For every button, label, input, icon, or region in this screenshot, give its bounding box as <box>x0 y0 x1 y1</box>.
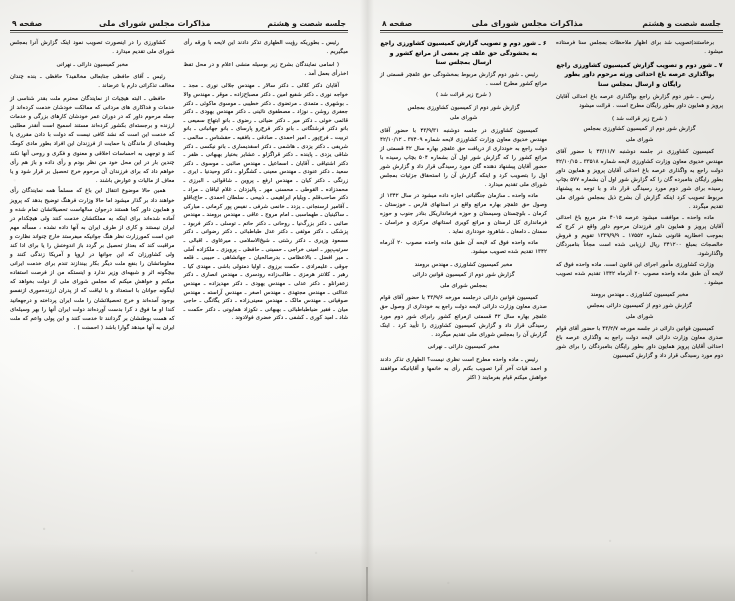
paragraph-article-single: ماده واحده ـ سازمان جنگلبانی اجازه داده میشود در سال ۱۳۴۲ از وصول حق علفچر بهاره مراتع واقع در استانهای فارس ـ خوزستان ـ کرمان ـ بلوچستان وسیستان و حوزه فرمانداریکل بنادر جنوب و حوزه فرمانداری کل لرستان و مراتع کویری استانهای مرکزی و خراسان ـ سمنان ـ دامغان ـ شاهرود خودداری نماید . <box>380 192 547 236</box>
column-right-left-page <box>10 39 175 334</box>
header-rule <box>380 30 723 31</box>
report-title-line-2: شورای ملی <box>625 313 654 320</box>
paragraph-speaker: رئیس ـ ماده واحده مطرح است نظری نیست؟ الطهاری تذکر دادند و احمد قیات آخر آنرا تصویب بکنم رأی به خانمها و آقایانیکه موافقند خواهش میکنم قیام بفرمایند ( اکثر <box>380 356 547 382</box>
paragraph-continuation: برخاستند)تصویب شد برای اظهار ملاحظات بمجلس سنا فرستاده میشود . <box>556 40 723 56</box>
header-publication-title: مذاکرات مجلس شورای ملی <box>99 18 211 28</box>
header-page-number: صفحه ۹ <box>12 19 43 28</box>
paragraph-report-body: کمیسیون قوانین دارائی درجلسه مورخه ۴۳/۹/۶ با حضور آقای قوام صدری معاون وزارت دارائی لایحه دولت راجع به خودداری از وصول حق علفچر بهاره سال ۴۲ قسمتی ازمراتع کشور رابرای شور دوم مورد رسیدگی قرار داد و گزارش کمیسیون کشاورزی را تأیید کرد . اینک گزارش آن را بمجلس شورای ملی تقدیم میگردد . <box>380 295 548 338</box>
paragraph-name-roll: آقایان دکتر کلالی ـ دکتر سالار ـ مهندس جلالی نوری ـ مجد ـ خواجه نوری ـ دکتر شفیع امین ـ دکتر مصباح‌زاده ـ موقر ـ مهندس والا ـ بوشهری ـ متمدی ـ مرتضوی ـ دکتر خطیبی ـ موسوی ماکوئی ـ دکتر جعفری روشن ـ نوزاد ـ مصطفوی نائینی ـ دکتر مهندس یهودی ـ دکتر قائمی خوئی ـ دکتر میر ـ دکتر ضیائی ـ رضوی ـ بانو ابتهاج سمیعی ـ بانو دکتر فرشتگانی ـ بانو دکتر فرخ‌رو پارسای ـ بانو جهانبانی ـ بانو تربیت ـ فرج‌پور ـ امیر احمدی ـ صادقی ـ بافقیه ـ حقشناس ـ سالمی ـ شریفی ـ دکتر یزدی ـ هاشمی ـ دکتر اسقدیساری ـ بانو نیکسی ـ دکتر شاقی یزدی ـ پاینده ـ دکتر قراگزلو ـ عشایر بختیار بهبهانی ـ ظفر ـ دکتر اشتیاقی ـ آقایان ـ اسماعیل ـ مهندس صائبی ـ موسوی ـ دکتر سعید ـ دکتر عنودی ـ مهندس معینی ـ کشگرلو ـ دکتر وحیدنیا ـ ایری ـ زرنگی ـ دکتر کیان ـ مهندس ارفع ـ پروین ـ شاقوائی ـ البرزی ـ محمدزاده ـ القوطی ـ محسنی مهر ـ پالیزدان ـ غلام لیاقان ـ مراد ـ دکتر صاحب‌قلم ـ ویلیام ابراهیمی ـ ذبیحی ـ سلطان احمدی ـ حاج‌باقلو ـ آقامیر ارسنجانی ـ یزدد ـ خانمی شرفی ـ نفیس پور کرمانی ـ مبارکی ـ ساکینیان ـ طهماسبی ـ امام مروج ـ عاقی ـ مهندس برومند ـ مهندس صائبی ـ دکتر بزرگ‌نیا ـ روحانی ـ دکتر حاتم ـ توسلی ـ دکتر فربود ـ پزشکی ـ دکتر موثقی ـ دکتر عدل طباطبائی ـ دکتر رضوانی ـ دکتر مسعود وزیری ـ دکتر رشتی ـ شیخ‌الاسلامی ـ میرغاوی ـ اقبالی ـ سرتیپ‌پور ـ امینی خراجی ـ حسینی ـ حافظی ـ پرویزی ـ ملکزاده آملی ـ میر افضل ـ بالاعظامی ـ بدرصالحیان ـ جهانشاهی ـ حبیبی ـ قلعه جوقی ـ علیمرادی ـ حکمت برزوی ـ اولیا دمتولی باشی ـ مهندی کیا ـ رهبر ـ کلانتر هرمزی ـ طالب‌زاده رودسری ـ مهندس انصاری ـ دکتر زعفرانلو ـ دکتر عدلی ـ مهندس یهودی ـ دکتر مهدیزاده ـ مهندس عدالتی ـ مهندس مجتهدی ـ مهندس اصغر ـ مهندس آراسته ـ مهندس صوفیانی ـ مهندس مالک ـ مهندس معینی‌زاده ـ دکتر یگانگی ـ حاجی میان ـ فقیر ضیاطباطبائی ـ بهبهانی ـ نکوزاد همایونی ـ دکتر حکمت ـ شاد ـ امید کوری ـ کشفی ـ دکتر خضری فولادوند . <box>183 83 348 322</box>
paragraph-speaker: رئیس ـ آقای حافظی جنابعالی مخالفید؟ حافظی ـ بنده چندان مخالف تذکراتی دارم با عرضاند . <box>10 74 175 90</box>
column-container-right-page <box>380 39 723 385</box>
paragraph-execution-note: وزارت کشاورزی مأمور اجرای این قانون است. ماده واحده فوق که لایحه آن طبق ماده واحده مصوب ۲۰ آذرماه ۱۳۴۲ تقدیم شده تصویب میشود . <box>556 261 723 286</box>
paragraph-speaker: رئیس ـ شور دوم گزارش مربوط بمخشودگی حق علفچر قسمتی از مراتع کشور مطرح است . <box>380 72 547 88</box>
header-publication-title: مذاکرات مجلس شورای ملی <box>471 18 584 28</box>
report-title-line-1: گزارش شور دوم از کمیسیون قوانین دارائی <box>412 272 515 279</box>
header-rule <box>10 30 348 31</box>
report-title-line-1: گزارش شور دوم از کمیسیون دارائی بمجلس <box>587 302 692 309</box>
paragraph-signature: مخبر کمیسیون کشاورزی ـ مهندس برومند <box>414 261 513 268</box>
paragraph: کشاورزی را در اینصورت تصویب نمود اینک گزارش آنرا بمجلس شورای ملی تقدیم میدارد . <box>10 40 175 56</box>
paragraph-signature: مخبر کمیسیون دارائی ـ نهرانی <box>427 344 500 351</box>
paragraph-speaker: رئیس ـ بطوریکه رؤیت الطهاری تذکر دادند این لایحه با ورقه رأی میگیریم . <box>183 40 348 56</box>
header-page-number: صفحه ۸ <box>382 19 413 28</box>
paragraph-speech: همین حالا موضوع انتقال این باغ که مسلماً همه نمایندگان رأی خواهند داد بر گذار میشود اما حالا وزارت فرهنگ توضیح بدهد که پرویز و همایون داور کجا هستند درجوان سالهاست تحصیلاتشان تمام شده و آماده شده‌اند برای اینکه به مملکتشان خدمت کنند ولی هیچکدام در ایران نیستند و کاری از طرف ایران به آنها داده نشده ، مسأله مهم عین است کمورزارت نظر هنگ جوانیکه میفرستد خارج چنواند نظارت و مراقبت کند که بعداز تحصیل بر گردد باز اندوختش را یا برای ادا کند ولی کشاورزان که این جوانها در اروپا و آمریکا زندگی کنند و معلوماتشان را بنفع ملت دیگر بکار بیندازند تندم برای خدمت ایرانی بیچگونه اثر و شبهه‌ای وزیر ندارد و اینستکه من از فرصت استفاده میکنم و خواهش میکنم که مجلس شورای ملی از دولت بخواهد که اینگونه جوانان با استعداد و با لیاقت که از پدران ارزنده‌موری ازنفسو بوجود آمده‌اند و خرج تحصیلاتشان را ملت ایران پرداخته و درجهعانید کندا او ما فوق د کرا بدست آورده‌اند دولت ایران آنها را بهر وسیله‌ای که هست بوطنشان بر گردانند تا خدمت کنند و این پولی واعم که ملت ایران به آنها میدهد گوارا باشد ( احسنت ) . <box>10 188 175 331</box>
column-left-left-page <box>184 39 349 334</box>
column-container-left-page <box>10 39 348 334</box>
report-title-line-1: گزارش شور دوم از کمیسیون کشاورزی بمجلس <box>583 126 696 133</box>
paragraph-stage-direction: ( اسامی نمایندگان بشرح زیر بوسیله منشی اعلام و در محل تفظ اخذرأی بعمل آمد . <box>183 61 348 77</box>
paragraph-speaker: رئیس ـ شور دوم گزارش راجع بواگذاری عرصه باغ احداثی آقایان پرویز و همایون داور بطور رایگان مطرح است . قرائت میشود <box>556 93 723 110</box>
header-session-label: جلسه شصت و هشتم <box>267 19 346 28</box>
report-title-line-2: شورای ملی <box>449 115 478 122</box>
report-title-line-2: شورای ملی <box>625 136 654 143</box>
paragraph-report-body: کمیسیون کشاورزی در جلسه دوشنبه ۴۳/۹/۳۱ با حضور آقای مهندس خدیوی معاون وزارت کشاورزی لایحه شماره ۳۷۴۰۹ ـ ۴۲/۱۰/۱۲ دولت راجع به خودداری از دریافت حق علفچر بهاره سال ۴۲ قسمتی از مراتع کشور را که گزارش شور اول آن بشماره ۵۰۴ بچاپ رسیده با حضور آقایان پیشنهاد دهنده گان مورد رسیدگی قرار داد و گزارش شور اول را بتصویب کرد و اینکه گزارش آن را استحقاق جزئیات بمجلس شورای ملی تقدیم میدارد . <box>380 127 547 189</box>
paragraph-speech: حافظی ـ البته هیچیات از نمایندگان محترم ملت بقدر شناسی از خدمات و فداکاری های مردانی که ممالکت خودشان خدمت کرده‌اند از جمله مرحوم داور که در دوران عمر خودشان کارهای بزرگی و خدمات ارزنده و برجسته‌ای بکشور کرده‌اند مستند اسمیح است آنقدر مطلبی که خدمت این است که نشد کافی نیست که دولت با دادن مقرری یا وظیفه‌ای از ماندگان یا حمایت از فرزندان این افراد بطور مادی کومک کند و توجهی به احساسات اخلاقی و معنوی و فکری و روحی آنها نکند چندین بار در این محل خود من نظر بودم و رأی داده و باز هم رأی خواهم داد که برای فرزندان آن مرحوم خرج تحصیل بر قرار شود و یا معاف از مالیات و عوارض باشند . <box>10 95 175 184</box>
paragraph-stage-direction: ( شرح زیر قرائت شد ) <box>611 115 668 122</box>
header-rule-secondary <box>380 32 723 33</box>
paragraph-approval-note: ماده واحده فوق که لایحه آن طبق ماده واحده مصوب ۲۰ آذرماه ۱۳۴۲ تقدیم شده تصویب میشود. <box>380 239 547 255</box>
running-header-left-page <box>10 18 348 30</box>
paragraph-signature: مخبر کمیسیون کشاورزی ـ مهندس برومند <box>590 292 689 299</box>
report-title-line-2: بمجلس شورای ملی <box>440 282 487 289</box>
column-left-right-page <box>556 39 723 385</box>
report-title-line-1: گزارش شور دوم از کمیسیون کشاورزی بمجلس <box>407 104 520 111</box>
running-header-right-page <box>380 18 723 30</box>
paragraph-report-body: کمیسیون کشاورزی در جلسه دوشنبه ۴۳/۱۱/۷ با حضور آقای مهندس خدیوی معاون وزارت کشاورزی لایحه شماره ۳۳۵۱۸ ـ ۴۲/۱۰/۱۵ دولت راجع به واگذاری عرصه باغ احداثی آقایان پرویز و همایون داور بطور رایگان بنامبرده گان را که گزارش شور اول آن بشماره ۵۷۷ بچاپ رسیده برای شور دوم مورد رسیدگی قرار داد و با توجه به پیشنهاد مربوط تصویب کرد اینکه گزارش آن بشرح ذیل بمجلس شورای ملی تقدیم میگردد . <box>556 149 724 210</box>
paragraph-report-body: کمیسیون قوانین دارائی در جلسه مورخه ۴۳/۲/۷ با حضور آقای قوام صدری معاون وزارت دارائی لایحه دولت راجع به واگذاری عرصه باغ احداثی آقایان پرویز همایون داور بطور رایگان بنامبردگان را برای شور دوم مورد رسیدگی قرار داد و گزارش کمیسیون <box>556 326 723 360</box>
header-rule-secondary <box>10 32 348 33</box>
paragraph-article-single: ماده واحده ـ موافقت میشود عرصه ۴۰۱۵ متر مربع باغ احداثی آقایان پرویز و همایون داور فرزندان مرحوم داور واقع در کرج که بموجب اخطاریه قانونی شماره ۱۷۵۵۲ ـ ۱۳۳۹/۹/۹ تقویم و فروش خالصجات بمبلغ ۳۴۱۲۰۰ ریال ارزیابی شده است مجاناً بنامبردگان واگذارشود. <box>556 214 724 257</box>
column-right-right-page <box>380 39 547 385</box>
agenda-item-heading: ۶ ـ شور دوم و تصویب گزارش کمیسیون کشاورزی راجع به بخشودگی حق علف چر بعضی از مراتع کشور و ارسال بمجلس سنا <box>380 40 547 67</box>
agenda-item-heading: ۷ ـ شور دوم و تصویب گزارش کمیسیون کشاورزی راجع بواگذاری عرصه باغ احداثی ورثه مرحوم داور بطور رایگان و ارسال بمجلس سنا <box>556 61 723 88</box>
paragraph-stage-direction: ( شرح زیر قرائت شد ) <box>435 91 492 98</box>
paragraph-signature: مخبر کمیسیون دارائی ـ نهرانی <box>56 61 128 68</box>
header-session-label: جلسه شصت و هشتم <box>642 19 721 28</box>
page-left <box>0 0 360 601</box>
page-right <box>370 0 735 601</box>
